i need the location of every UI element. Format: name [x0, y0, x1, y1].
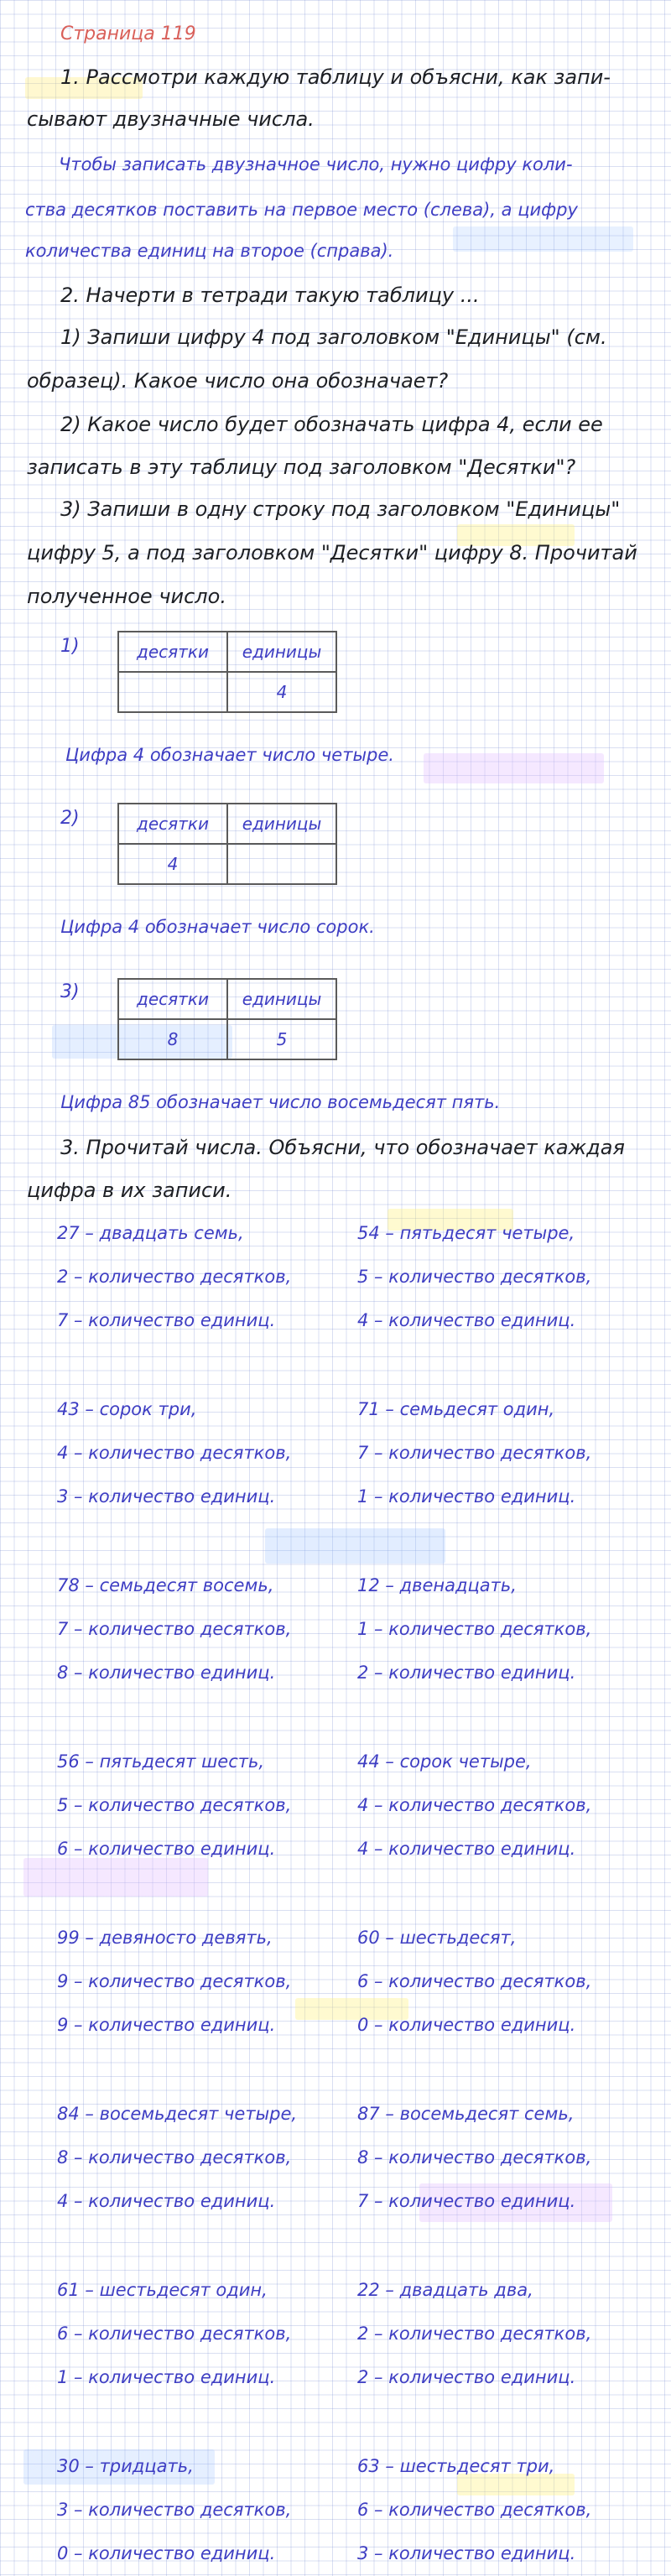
digit-explanation: 7 – количество единиц. — [57, 1310, 276, 1330]
tens-header: десятки — [118, 804, 227, 844]
tens-cell: 8 — [118, 1019, 227, 1059]
digit-explanation: 9 – количество единиц. — [57, 2015, 276, 2035]
task2-question: 2. Начерти в тетради такую таблицу ... — [60, 284, 480, 307]
units-header: единицы — [227, 632, 336, 672]
table-label: 1) — [60, 636, 80, 657]
task2-question: образец). Какое число она обозначает? — [27, 369, 449, 393]
place-value-table — [117, 978, 337, 1060]
number-reading: 84 – восемьдесят четыре, — [57, 2104, 298, 2124]
table-answer: Цифра 4 обозначает число четыре. — [65, 745, 394, 765]
number-reading: 99 – девяносто девять, — [57, 1928, 273, 1948]
digit-explanation: 6 – количество десятков, — [57, 2324, 292, 2344]
tens-header: десятки — [118, 979, 227, 1019]
digit-explanation: 9 – количество десятков, — [57, 1971, 292, 1991]
units-header: единицы — [227, 979, 336, 1019]
digit-explanation: 6 – количество десятков, — [357, 2500, 592, 2520]
tens-cell: 4 — [118, 844, 227, 884]
highlight-mark — [265, 1528, 445, 1564]
digit-explanation: 2 – количество единиц. — [357, 1663, 576, 1683]
task2-question: цифру 5, а под заголовком "Десятки" цифру 8. Прочитай — [27, 541, 637, 565]
digit-explanation: 1 – количество единиц. — [357, 1486, 576, 1507]
units-cell — [227, 844, 336, 884]
number-reading: 87 – восемьдесят семь, — [357, 2104, 575, 2124]
number-reading: 44 – сорок четыре, — [357, 1751, 532, 1772]
number-reading: 12 – двенадцать, — [357, 1575, 517, 1595]
number-reading: 60 – шестьдесят, — [357, 1928, 517, 1948]
task2-question: 3) Запиши в одну строку под заголовком "Единицы" — [60, 497, 621, 521]
units-header: единицы — [227, 804, 336, 844]
number-reading: 30 – тридцать, — [57, 2456, 194, 2476]
digit-explanation: 7 – количество десятков, — [57, 1619, 292, 1639]
digit-explanation: 5 – количество десятков, — [57, 1795, 292, 1815]
task1-question: сывают двузначные числа. — [27, 107, 315, 131]
digit-explanation: 3 – количество единиц. — [357, 2543, 576, 2563]
digit-explanation: 4 – количество десятков, — [357, 1795, 592, 1815]
number-reading: 71 – семьдесят один, — [357, 1399, 555, 1419]
task3-question: цифра в их записи. — [27, 1179, 232, 1202]
digit-explanation: 8 – количество единиц. — [57, 1663, 276, 1683]
number-reading: 63 – шестьдесят три, — [357, 2456, 555, 2476]
task1-answer: Чтобы записать двузначное число, нужно цифру коли- — [59, 154, 573, 174]
digit-explanation: 4 – количество десятков, — [57, 1443, 292, 1463]
digit-explanation: 1 – количество единиц. — [57, 2367, 276, 2387]
task2-question: записать в эту таблицу под заголовком "Десятки"? — [27, 455, 576, 479]
highlight-mark — [457, 2474, 575, 2495]
number-reading: 22 – двадцать два, — [357, 2280, 533, 2300]
digit-explanation: 7 – количество десятков, — [357, 1443, 592, 1463]
digit-explanation: 6 – количество десятков, — [357, 1971, 592, 1991]
tens-cell — [118, 672, 227, 712]
task1-answer: ства десятков поставить на первое место (слева), а цифру — [25, 200, 578, 220]
task2-question: полученное число. — [27, 585, 226, 608]
tens-header: десятки — [118, 632, 227, 672]
place-value-table — [117, 803, 337, 885]
highlight-mark — [453, 226, 633, 252]
units-cell: 4 — [227, 672, 336, 712]
highlight-mark — [23, 1858, 208, 1897]
digit-explanation: 0 – количество единиц. — [357, 2015, 576, 2035]
digit-explanation: 3 – количество единиц. — [57, 1486, 276, 1507]
task3-question: 3. Прочитай числа. Объясни, что обозначает каждая — [60, 1136, 625, 1159]
number-reading: 43 – сорок три, — [57, 1399, 197, 1419]
digit-explanation: 4 – количество единиц. — [357, 1310, 576, 1330]
table-label: 3) — [60, 981, 80, 1002]
digit-explanation: 4 – количество единиц. — [357, 1839, 576, 1859]
digit-explanation: 2 – количество десятков, — [57, 1267, 292, 1287]
digit-explanation: 8 – количество десятков, — [357, 2147, 592, 2167]
digit-explanation: 6 – количество единиц. — [57, 1839, 276, 1859]
digit-explanation: 3 – количество десятков, — [57, 2500, 292, 2520]
digit-explanation: 1 – количество десятков, — [357, 1619, 592, 1639]
table-answer: Цифра 4 обозначает число сорок. — [60, 917, 375, 937]
digit-explanation: 7 – количество единиц. — [357, 2191, 576, 2211]
digit-explanation: 0 – количество единиц. — [57, 2543, 276, 2563]
number-reading: 61 – шестьдесят один, — [57, 2280, 268, 2300]
task2-question: 1) Запиши цифру 4 под заголовком "Единицы" (см. — [60, 325, 607, 349]
table-label: 2) — [60, 808, 80, 829]
units-cell: 5 — [227, 1019, 336, 1059]
highlight-mark — [424, 753, 604, 783]
page-title: Страница 119 — [60, 23, 196, 44]
digit-explanation: 4 – количество единиц. — [57, 2191, 276, 2211]
digit-explanation: 2 – количество единиц. — [357, 2367, 576, 2387]
task1-answer: количества единиц на второе (справа). — [25, 241, 394, 261]
digit-explanation: 5 – количество десятков, — [357, 1267, 592, 1287]
digit-explanation: 2 – количество десятков, — [357, 2324, 592, 2344]
number-reading: 27 – двадцать семь, — [57, 1223, 244, 1243]
table-answer: Цифра 85 обозначает число восемьдесят пять. — [60, 1092, 501, 1112]
digit-explanation: 8 – количество десятков, — [57, 2147, 292, 2167]
place-value-table — [117, 631, 337, 713]
number-reading: 78 – семьдесят восемь, — [57, 1575, 274, 1595]
task2-question: 2) Какое число будет обозначать цифра 4, если ее — [60, 413, 603, 436]
number-reading: 56 – пятьдесят шесть, — [57, 1751, 265, 1772]
task1-question: 1. Рассмотри каждую таблицу и объясни, как запи- — [60, 65, 611, 89]
number-reading: 54 – пятьдесят четыре, — [357, 1223, 575, 1243]
